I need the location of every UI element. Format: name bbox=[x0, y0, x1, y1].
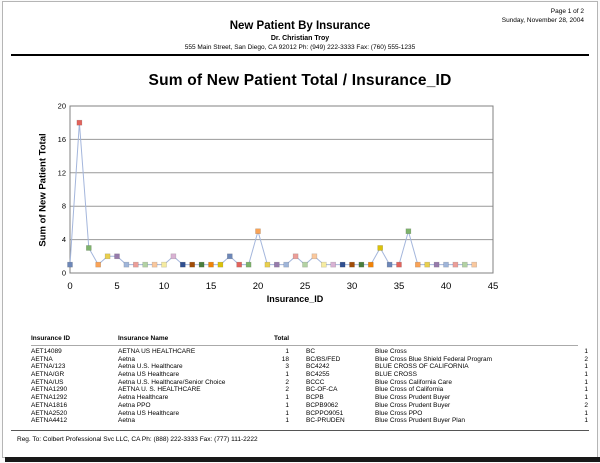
data-point-marker bbox=[284, 262, 289, 267]
total-value: 1 bbox=[584, 363, 588, 371]
data-point-marker bbox=[265, 262, 270, 267]
data-point-marker bbox=[133, 262, 138, 267]
total-value: 1 bbox=[285, 409, 289, 417]
data-point-marker bbox=[96, 262, 101, 267]
data-point-marker bbox=[237, 262, 242, 267]
table-row bbox=[306, 356, 588, 364]
insurance-name: Aetna U.S. Healthcare/Senior Choice bbox=[118, 378, 226, 386]
data-point-marker bbox=[218, 262, 223, 267]
insurance-name: Aetna US Healthcare bbox=[118, 371, 180, 379]
x-axis-title: Insurance_ID bbox=[266, 294, 324, 304]
data-point-marker bbox=[86, 245, 91, 250]
y-tick-label: 12 bbox=[57, 168, 66, 178]
data-point-marker bbox=[321, 262, 326, 267]
data-point-marker bbox=[312, 254, 317, 259]
insurance-name: Blue Cross California Care bbox=[375, 378, 452, 386]
insurance-name: Aetna U.S. Healthcare bbox=[118, 363, 183, 371]
x-tick-label: 25 bbox=[299, 281, 311, 292]
table-row bbox=[306, 379, 588, 387]
data-point-marker bbox=[462, 262, 467, 267]
data-point-marker bbox=[444, 262, 449, 267]
insurance-name: Aetna Healthcare bbox=[118, 394, 169, 402]
insurance-table-left bbox=[31, 348, 289, 425]
insurance-name: Blue Cross Prudent Buyer Plan bbox=[375, 417, 465, 425]
total-value: 3 bbox=[285, 363, 289, 371]
x-tick-label: 15 bbox=[205, 281, 217, 292]
data-point-marker bbox=[68, 262, 73, 267]
x-tick-label: 0 bbox=[67, 281, 73, 292]
insurance-name: AETNA US HEALTHCARE bbox=[118, 348, 196, 355]
insurance-id: AETNA bbox=[31, 355, 53, 363]
table-row bbox=[306, 371, 588, 379]
insurance-name: BLUE CROSS OF CALIFORNIA bbox=[375, 363, 469, 371]
insurance-name: Aetna bbox=[118, 417, 135, 425]
insurance-id: BC-PRUDEN bbox=[306, 417, 345, 425]
page-number: Page 1 of 2 bbox=[550, 8, 584, 15]
insurance-name: Blue Cross Blue Shield Federal Program bbox=[375, 355, 493, 363]
insurance-id: BC bbox=[306, 348, 316, 355]
x-tick-label: 40 bbox=[440, 281, 452, 292]
data-point-marker bbox=[227, 254, 232, 259]
total-value: 1 bbox=[584, 378, 588, 386]
data-point-marker bbox=[340, 262, 345, 267]
insurance-name: Blue Cross Prudent Buyer bbox=[375, 394, 451, 402]
insurance-id: BCPB9062 bbox=[306, 401, 339, 409]
report-date: Sunday, November 28, 2004 bbox=[501, 16, 584, 24]
data-point-marker bbox=[415, 262, 420, 267]
insurance-id: AETNA1816 bbox=[31, 401, 68, 409]
total-value: 2 bbox=[285, 378, 289, 386]
table-row bbox=[31, 348, 289, 356]
insurance-id: AETNA/US bbox=[31, 378, 64, 386]
table-row bbox=[306, 348, 588, 356]
insurance-id: AETNA1292 bbox=[31, 394, 68, 402]
data-point-marker bbox=[162, 262, 167, 267]
data-point-marker bbox=[199, 262, 204, 267]
data-point-marker bbox=[425, 262, 430, 267]
header-divider bbox=[11, 54, 589, 56]
data-point-marker bbox=[303, 262, 308, 267]
data-point-marker bbox=[124, 262, 129, 267]
insurance-id: AETNA/123 bbox=[31, 363, 66, 371]
table-header-divider bbox=[31, 345, 578, 346]
data-point-marker bbox=[378, 245, 383, 250]
plot-border bbox=[70, 106, 493, 273]
insurance-name: Blue Cross bbox=[375, 348, 407, 355]
x-tick-label: 5 bbox=[114, 281, 120, 292]
insurance-id: BCPPO9051 bbox=[306, 409, 344, 417]
data-point-marker bbox=[472, 262, 477, 267]
insurance-name: Blue Cross PPO bbox=[375, 409, 423, 417]
table-row bbox=[306, 394, 588, 402]
total-value: 1 bbox=[285, 348, 289, 355]
insurance-id: AET14089 bbox=[31, 348, 62, 355]
footer-divider bbox=[11, 430, 589, 431]
practice-address: 555 Main Street, San Diego, CA 92012 Ph: (949) 222-3333 Fax: (760) 555-1235 bbox=[184, 44, 416, 51]
insurance-name: Aetna PPO bbox=[118, 401, 151, 409]
data-point-marker bbox=[331, 262, 336, 267]
data-point-marker bbox=[171, 254, 176, 259]
insurance-name: Aetna US Healthcare bbox=[118, 409, 180, 417]
data-point-marker bbox=[274, 262, 279, 267]
table-row bbox=[31, 417, 289, 425]
data-point-marker bbox=[453, 262, 458, 267]
y-tick-label: 20 bbox=[57, 101, 66, 111]
total-value: 1 bbox=[285, 417, 289, 425]
total-value: 1 bbox=[584, 348, 588, 355]
table-row bbox=[306, 410, 588, 418]
data-point-marker bbox=[190, 262, 195, 267]
insurance-name: Blue Cross Prudent Buyer bbox=[375, 401, 451, 409]
table-row bbox=[31, 386, 289, 394]
insurance-table-right bbox=[306, 348, 588, 425]
insurance-id: BC4242 bbox=[306, 363, 330, 371]
col-header-insurance-name: Insurance Name bbox=[118, 335, 169, 342]
y-tick-label: 16 bbox=[57, 134, 66, 144]
insurance-id: BC/BS/FED bbox=[306, 355, 341, 363]
y-tick-label: 8 bbox=[61, 201, 66, 211]
data-point-marker bbox=[387, 262, 392, 267]
insurance-name: BLUE CROSS bbox=[375, 371, 417, 379]
footer-registration: Reg. To: Colbert Professional Svc LLC, CA Ph: (888) 222-3333 Fax: (777) 111-2222 bbox=[17, 436, 258, 443]
data-point-marker bbox=[105, 254, 110, 259]
insurance-name: AETNA U. S. HEALTHCARE bbox=[118, 386, 201, 394]
data-point-marker bbox=[180, 262, 185, 267]
x-tick-label: 10 bbox=[158, 281, 170, 292]
total-value: 1 bbox=[584, 394, 588, 402]
data-point-marker bbox=[77, 120, 82, 125]
total-value: 2 bbox=[584, 401, 588, 409]
line-chart bbox=[33, 100, 508, 310]
data-point-marker bbox=[368, 262, 373, 267]
total-value: 1 bbox=[584, 417, 588, 425]
insurance-id: AETNA2520 bbox=[31, 409, 68, 417]
table-row bbox=[306, 363, 588, 371]
data-point-marker bbox=[406, 229, 411, 234]
x-tick-label: 45 bbox=[487, 281, 499, 292]
x-tick-label: 30 bbox=[346, 281, 358, 292]
insurance-id: AETNA/GR bbox=[31, 371, 65, 379]
chart-title: Sum of New Patient Total / Insurance_ID bbox=[148, 72, 452, 89]
table-row bbox=[31, 363, 289, 371]
table-row bbox=[306, 402, 588, 410]
total-value: 1 bbox=[584, 386, 588, 394]
data-point-marker bbox=[143, 262, 148, 267]
window-bottom-edge bbox=[5, 457, 600, 462]
table-row bbox=[31, 379, 289, 387]
data-point-marker bbox=[350, 262, 355, 267]
data-point-marker bbox=[434, 262, 439, 267]
total-value: 1 bbox=[584, 371, 588, 379]
x-tick-label: 35 bbox=[393, 281, 405, 292]
y-axis-title: Sum of New Patient Total bbox=[37, 133, 49, 247]
data-point-marker bbox=[246, 262, 251, 267]
total-value: 1 bbox=[285, 371, 289, 379]
insurance-id: BC-OF-CA bbox=[306, 386, 338, 394]
total-value: 2 bbox=[584, 355, 588, 363]
table-row bbox=[31, 371, 289, 379]
table-row bbox=[31, 394, 289, 402]
table-header-row bbox=[31, 335, 289, 343]
insurance-id: AETNA4412 bbox=[31, 417, 68, 425]
data-point-marker bbox=[359, 262, 364, 267]
insurance-id: BC4255 bbox=[306, 371, 330, 379]
insurance-name: Blue Cross of California bbox=[375, 386, 444, 394]
data-point-marker bbox=[152, 262, 157, 267]
total-value: 1 bbox=[584, 409, 588, 417]
series-line bbox=[70, 123, 474, 265]
insurance-id: BCCC bbox=[306, 378, 325, 386]
insurance-id: AETNA1290 bbox=[31, 386, 68, 394]
x-tick-label: 20 bbox=[252, 281, 264, 292]
total-value: 1 bbox=[285, 394, 289, 402]
total-value: 1 bbox=[285, 401, 289, 409]
report-title: New Patient By Insurance bbox=[229, 20, 371, 32]
insurance-name: Aetna bbox=[118, 355, 135, 363]
total-value: 18 bbox=[281, 355, 289, 363]
y-tick-label: 4 bbox=[61, 235, 66, 245]
table-row bbox=[31, 410, 289, 418]
col-header-insurance-id: Insurance ID bbox=[31, 335, 71, 342]
table-row bbox=[31, 402, 289, 410]
table-row bbox=[31, 356, 289, 364]
data-point-marker bbox=[256, 229, 261, 234]
table-row bbox=[306, 417, 588, 425]
y-tick-label: 0 bbox=[61, 268, 66, 278]
doctor-name: Dr. Christian Troy bbox=[270, 35, 330, 42]
data-point-marker bbox=[115, 254, 120, 259]
total-value: 2 bbox=[285, 386, 289, 394]
col-header-total: Total bbox=[273, 335, 289, 342]
report-page bbox=[2, 1, 598, 458]
data-point-marker bbox=[397, 262, 402, 267]
table-row bbox=[306, 386, 588, 394]
data-point-marker bbox=[209, 262, 214, 267]
insurance-id: BCPB bbox=[306, 394, 324, 402]
data-point-marker bbox=[293, 254, 298, 259]
